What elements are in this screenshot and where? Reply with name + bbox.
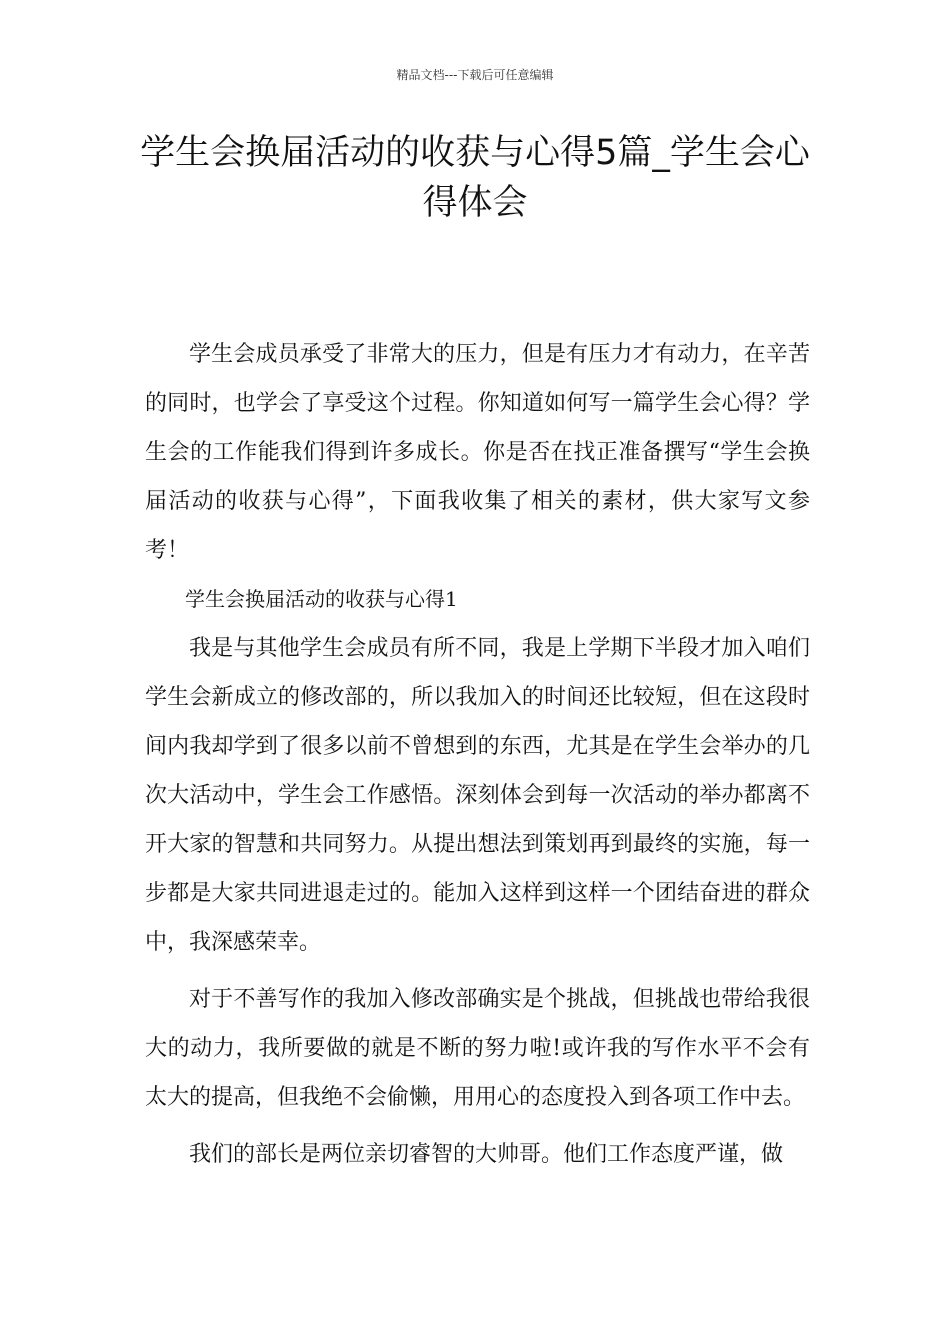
body-paragraph: 我是与其他学生会成员有所不同，我是上学期下半段才加入咱们学生会新成立的修改部的，所以我加入的时间还比较短，但在这段时间内我却学到了很多以前不曾想到的东西，尤其是在学生会举办的几次大活动中，学生会工作感悟。深刻体会到每一次活动的举办都离不开大家的智慧和共同努力。从提出想法到策划再到最终的实施，每一步都是大家共同进退走过的。能加入这样到这样一个团结奋进的群众中，我深感荣幸。: [145, 636, 810, 955]
section-heading: 学生会换届活动的收获与心得1: [185, 587, 458, 611]
intro-paragraph: 学生会成员承受了非常大的压力，但是有压力才有动力，在辛苦的同时，也学会了享受这个过程。你知道如何写一篇学生会心得？学生会的工作能我们得到许多成长。你是否在找正准备撰写“学生会换届活动的收获与心得”，下面我收集了相关的素材，供大家写文参考！: [145, 342, 810, 563]
document-body: [145, 330, 810, 1179]
header-note: 精品文档---下载后可任意编辑: [396, 68, 554, 82]
document-title: 学生会换届活动的收获与心得5篇_学生会心得体会: [140, 133, 810, 223]
body-paragraph: 对于不善写作的我加入修改部确实是个挑战，但挑战也带给我很大的动力，我所要做的就是不断的努力啦!或许我的写作水平不会有太大的提高，但我绝不会偷懒，用用心的态度投入到各项工作中去。: [145, 987, 810, 1110]
body-paragraph: 我们的部长是两位亲切睿智的大帅哥。他们工作态度严谨，做: [189, 1142, 784, 1167]
